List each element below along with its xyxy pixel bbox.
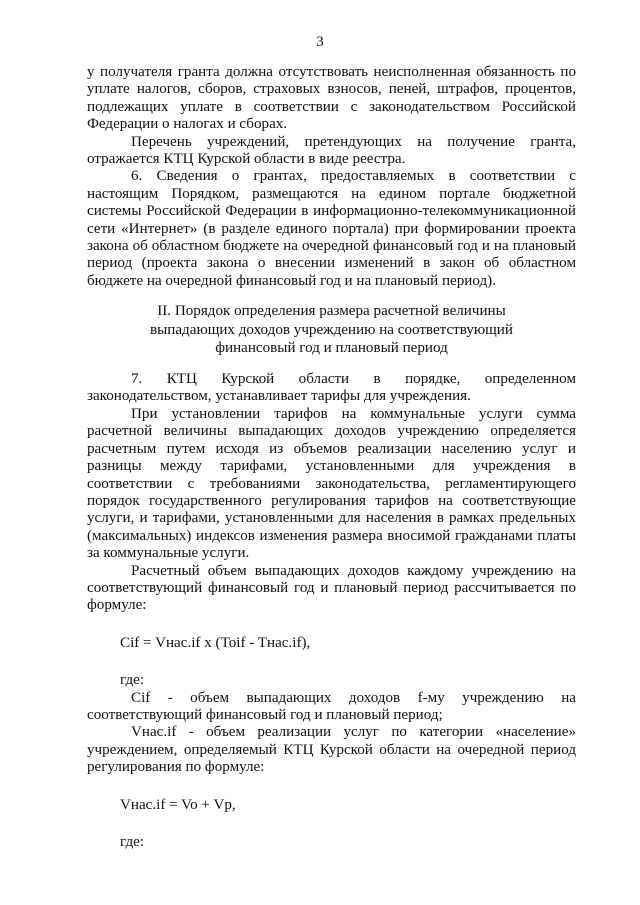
formula-lost-income: Cif = Vнас.if x (Toif - Tнас.if), [120, 634, 311, 651]
paragraph-6-grant-info: 6. Сведения о грантах, предоставляемых в соответствии с настоящим Порядком, размещаются на едином портале бюджетной системы Российской Федерации в информационно-телекоммуникационной сети «Интернет» (в разделе единого портала) при формировании проекта закона об областном бюджете на очередной финансовый год и на плановый период (проекта закона о внесении изменений в закон об областном бюджете на очередной финансовый год и на плановый период). [87, 168, 576, 289]
definition-cif: Cif - объем выпадающих доходов f-му учреждению на соответствующий финансовый год и плановый период; [87, 689, 576, 723]
formula-volume: Vнас.if = Vo + Vp, [120, 796, 236, 813]
paragraph-7-tariffs: 7. КТЦ Курской области в порядке, определенном законодательством, устанавливает тарифы для учреждения. [87, 371, 576, 405]
paragraph-grant-recipient-obligations: у получателя гранта должна отсутствовать неисполненная обязанность по уплате налогов, сборов, страховых взносов, пеней, штрафов, процентов, подлежащих уплате в соответствии с законодательством Российской Федерации о налогах и сборах. [87, 64, 576, 133]
heading-line-2: выпадающих доходов учреждению на соответствующий [150, 321, 513, 338]
section-heading [87, 302, 576, 358]
paragraph-tariff-calculation: При установлении тарифов на коммунальные услуги сумма расчетной величины выпадающих доходов учреждению определяется расчетным путем исходя из объемов реализации населению услуг и разницы между тарифами, установленными для учреждения в соответствии с требованиями законодательства, регламентирующего порядок государственного регулирования тарифов на соответствующие услуги, и тарифами, установленными для населения в рамках предельных (максимальных) индексов изменения размера вносимой гражданами платы за коммунальные услуги. [87, 405, 576, 562]
where-label-2: где: [120, 834, 145, 850]
heading-line-1: II. Порядок определения размера расчетной величины [157, 303, 506, 320]
where-label-1: где: [120, 672, 145, 689]
definition-vnas: Vнас.if - объем реализации услуг по категории «население» учреждением, определяемый КТЦ Курской области на очередной период регулирования по формуле: [87, 724, 576, 776]
document-body [87, 64, 576, 851]
paragraph-formula-intro: Расчетный объем выпадающих доходов каждому учреждению на соответствующий финансовый год и плановый период рассчитывается по формуле: [87, 562, 576, 614]
page-number: 3 [316, 34, 324, 50]
heading-line-3: финансовый год и плановый период [215, 340, 448, 357]
paragraph-registry: Перечень учреждений, претендующих на получение гранта, отражается КТЦ Курской области в виде реестра. [87, 133, 576, 168]
